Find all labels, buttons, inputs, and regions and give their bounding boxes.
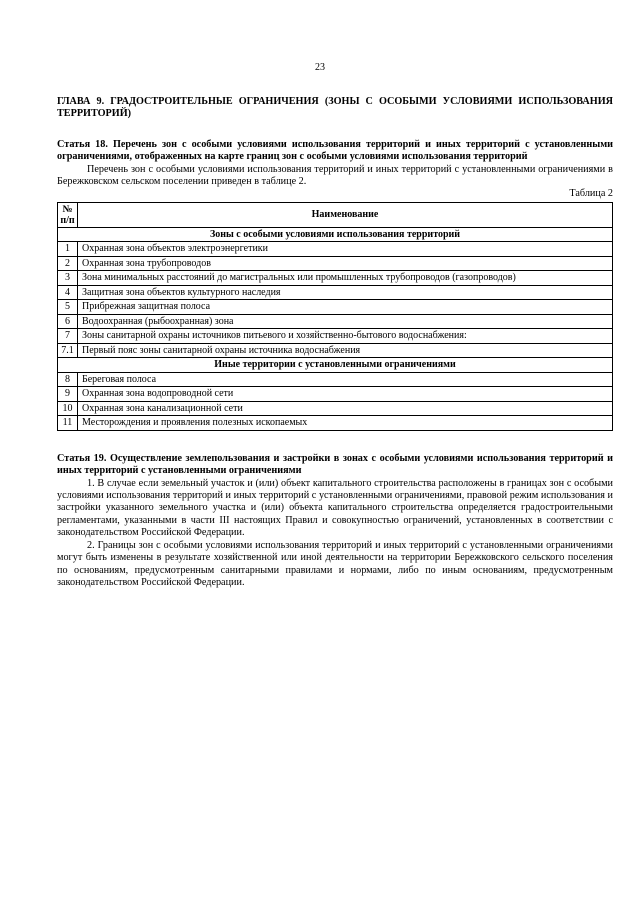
page-number: 23 [315,62,325,73]
article-18-label: Статья 18. [57,138,108,150]
row-name: Водоохранная (рыбоохранная) зона [78,314,613,329]
table-body [58,227,613,430]
row-num: 10 [58,401,78,416]
table-row [58,401,613,416]
row-name: Береговая полоса [78,372,613,387]
section-row [58,358,613,373]
article-19-paragraph-2: 2. Границы зон с особыми условиями использования территорий и иных территорий с установленными ограничениями могут быть изменены в результате хозяйственной или иной деятельности на территории Бережковского сельского поселения по основаниям, предусмотренным санитарными правилами и нормами, либо по иным основаниям, предусмотренным законодательством Российской Федерации. [57,539,613,588]
header-name: Наименование [78,202,613,227]
table-row [58,285,613,300]
article-19 [57,453,613,589]
section-row [58,227,613,242]
chapter-title: ГЛАВА 9. ГРАДОСТРОИТЕЛЬНЫЕ ОГРАНИЧЕНИЯ (ЗОНЫ С ОСОБЫМИ УСЛОВИЯМИ ИСПОЛЬЗОВАНИЯ ТЕРРИТОРИЙ) [57,96,613,120]
row-num: 5 [58,300,78,315]
row-name: Охранная зона объектов электроэнергетики [78,242,613,257]
article-19-paragraph-1: 1. В случае если земельный участок и (или) объект капитального строительства расположены в границах зон с особыми условиями использования территорий и иных территорий с установленными ограничениями, правовой режим использования и застройки указанного земельного участка и (или) объекта капитального строительства определяется градостроительными регламентами, указанными в части III настоящих Правил и совокупностью ограничений, установленных в соответствии с законодательством Российской Федерации. [57,477,613,539]
table-caption: Таблица 2 [569,188,613,200]
row-name: Охранная зона канализационной сети [78,401,613,416]
header-num: № п/п [58,202,78,227]
article-19-heading [57,453,613,478]
table-row [58,387,613,402]
article-18-title: Перечень зон с особыми условиями использования территорий и иных территорий с установленными ограничениями, отображенных на карте границ зон с особыми условиями использования территорий [57,138,614,163]
row-name: Защитная зона объектов культурного наследия [78,285,613,300]
table-row [58,329,613,344]
row-name: Охранная зона водопроводной сети [78,387,613,402]
row-num: 1 [58,242,78,257]
row-num: 7.1 [58,343,78,358]
article-18-heading [57,139,613,164]
table-row [58,343,613,358]
article-19-title: Осуществление землепользования и застройки в зонах с особыми условиями использования территорий и иных территорий с установленными ограничениями [57,452,613,477]
row-num: 3 [58,271,78,286]
table-row [58,242,613,257]
row-name: Месторождения и проявления полезных ископаемых [78,416,613,431]
row-name: Зона минимальных расстояний до магистральных или промышленных трубопроводов (газопроводов) [78,271,613,286]
row-num: 2 [58,256,78,271]
row-num: 4 [58,285,78,300]
row-name: Первый пояс зоны санитарной охраны источника водоснабжения [78,343,613,358]
row-num: 7 [58,329,78,344]
row-num: 6 [58,314,78,329]
row-name: Зоны санитарной охраны источников питьевого и хозяйственно-бытового водоснабжения: [78,329,613,344]
table-row [58,416,613,431]
section-heading-2: Иные территории с установленными ограничениями [58,358,613,373]
section-heading-1: Зоны с особыми условиями использования территорий [58,227,613,242]
zones-table [57,202,613,431]
table-row [58,271,613,286]
row-num: 8 [58,372,78,387]
row-num: 11 [58,416,78,431]
row-name: Охранная зона трубопроводов [78,256,613,271]
row-num: 9 [58,387,78,402]
table-row [58,300,613,315]
article-18-paragraph: Перечень зон с особыми условиями использования территорий и иных территорий с установленными ограничениями в Бережковском сельском поселении приведен в таблице 2. [57,163,613,188]
article-19-label: Статья 19. [57,452,107,464]
page-content [57,96,613,589]
row-name: Прибрежная защитная полоса [78,300,613,315]
table-row [58,314,613,329]
table-row [58,372,613,387]
table-row [58,256,613,271]
table-header-row [58,202,613,227]
